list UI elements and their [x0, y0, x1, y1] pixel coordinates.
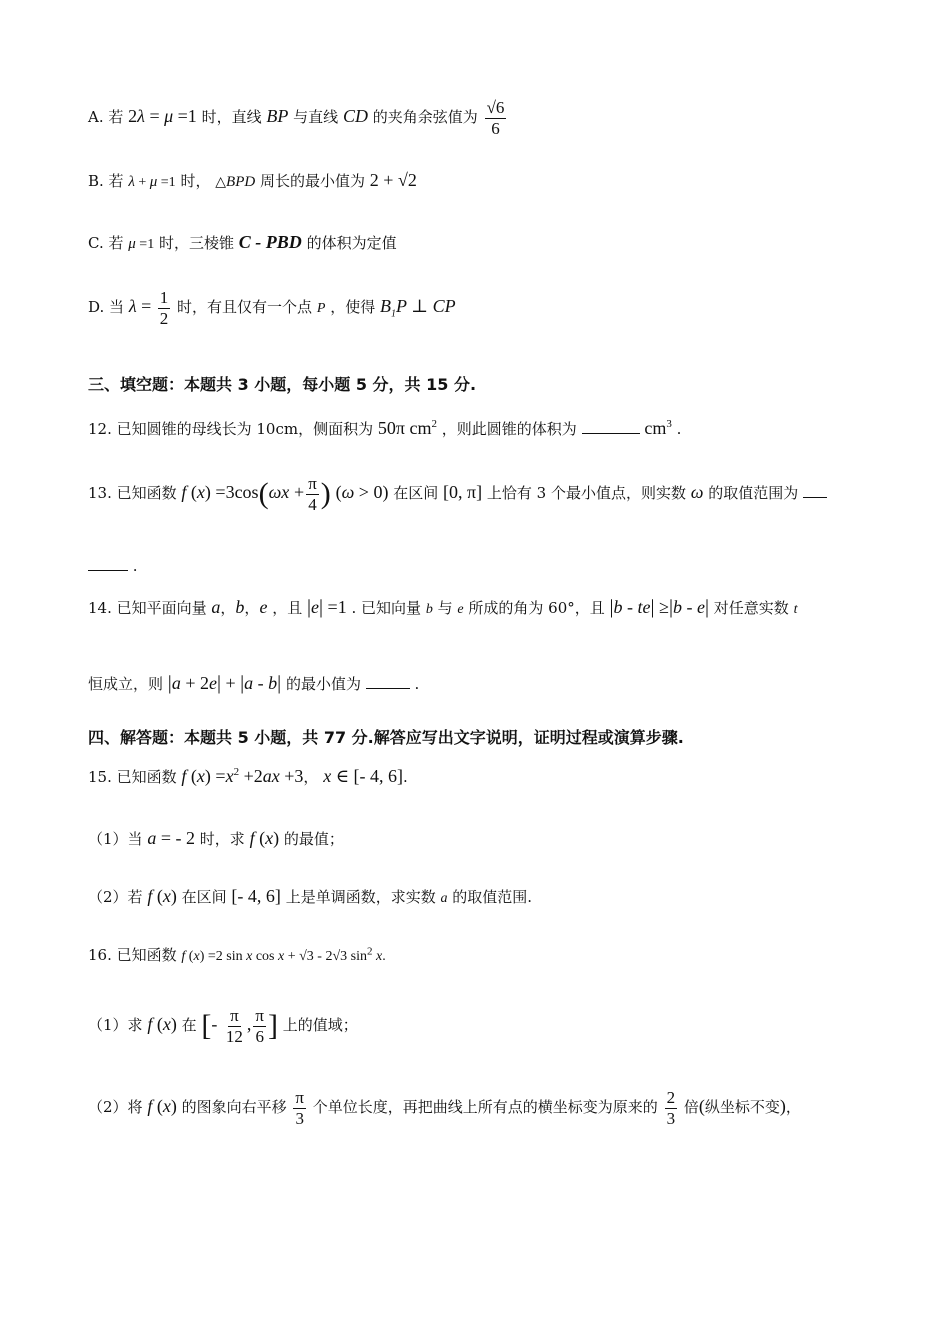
- option-a-prefix: A. 若: [88, 108, 124, 127]
- option-a-condition: 2λ = μ =1: [128, 106, 197, 127]
- answer-blank-13a[interactable]: [803, 483, 827, 498]
- question-15: 15. 已知函数 f $(x) =x^2 +2ax +3$， x ∈ [- 4, 6].: [88, 766, 408, 786]
- question-16-part-2: （2）将 f (x) 的图象向右平移 $\frac{\pi}{3}$ 个单位长度，再把曲线上所有点的横坐标变为原来的 $\frac{2}{3}$ 倍(纵坐标不变)，: [88, 1088, 801, 1128]
- question-14-cont: 恒成立，则 |a + 2e| + |a - b| 的最小值为 .: [88, 672, 420, 694]
- question-16: 16. 已知函数 f (x) =2 sin x cos x + √3 - 2√3 $\sin^2 x$.: [88, 945, 386, 964]
- answer-blank-14[interactable]: [366, 674, 410, 689]
- answer-blank-12[interactable]: [582, 419, 640, 434]
- option-a: A. 若 2λ = μ =1 时，直线 BP 与直线 CD 的夹角余弦值为 $\frac{√6}{6}$: [88, 98, 505, 138]
- question-16-part-1: （1）求 f (x) 在 [- $\frac{\pi}{12}$ , $\frac{\pi}{6}$ ] 上的值域；: [88, 1006, 358, 1046]
- question-13: 13. 已知函数 f (x) =3cos(ωx + $\frac{\pi}{4}$ ) (ω > 0) 在区间 [0, π] 上恰有 3 个最小值点，则实数 ω 的取值范围为: [88, 474, 870, 514]
- question-12: 12. 已知圆锥的母线长为 10cm，侧面积为 50π $cm^2$ ，则此圆锥的体积为 $cm^3$ .: [88, 418, 682, 438]
- option-d: D. 当 λ = $\frac{1}{2}$ 时，有且仅有一个点 P ，使得 $B_1P$ ⊥ CP: [88, 288, 456, 328]
- question-15-part-1: （1）当 a = - 2 时，求 f (x) 的最值；: [88, 828, 344, 848]
- option-a-value: $\frac{√6}{6}$: [486, 98, 505, 138]
- answer-blank-13b[interactable]: [88, 556, 128, 571]
- section-3-title: 三、填空题：本题共 3 小题，每小题 5 分，共 15 分.: [88, 375, 477, 394]
- option-b: B. 若 λ + μ =1 时， △BPD 周长的最小值为 2 + √2: [88, 170, 417, 190]
- question-13-cont: .: [88, 556, 870, 575]
- option-c: C. 若 μ =1 时，三棱锥 C - PBD 的体积为定值: [88, 232, 397, 252]
- question-15-part-2: （2）若 f (x) 在区间 [- 4, 6] 上是单调函数，求实数 a 的取值范围.: [88, 886, 533, 906]
- section-4-title: 四、解答题：本题共 5 小题，共 77 分.解答应写出文字说明，证明过程或演算步骤.: [88, 728, 684, 747]
- question-14: 14. 已知平面向量 a，b，e ，且 |e| =1 . 已知向量 b 与 e 所成的角为 60°，且 |b - te| ≥|b - e| 对任意实数 t: [88, 596, 798, 618]
- option-b-value: 2 + √2: [369, 170, 417, 190]
